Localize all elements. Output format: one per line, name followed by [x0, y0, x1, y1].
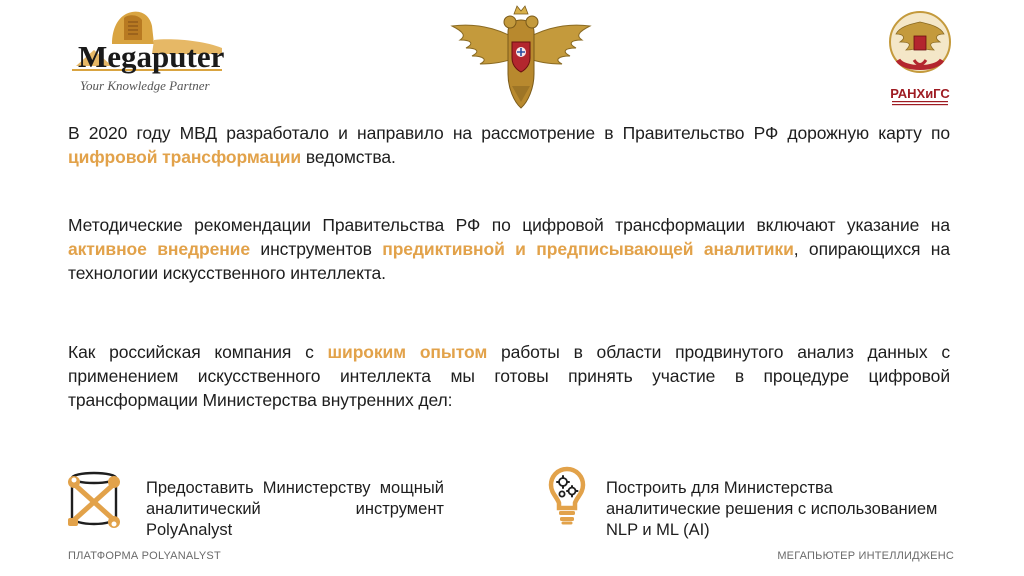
mvd-emblem: [446, 2, 596, 112]
ranepa-underline: [892, 101, 948, 102]
highlighted-phrase: предиктивной и предписывающей аналитики: [382, 239, 794, 259]
megaputer-tagline: Your Knowledge Partner: [80, 78, 210, 93]
paragraph-recommendations: [68, 213, 950, 285]
feature-polyanalyst-text: Предоставить Министерству мощный аналитический инструмент PolyAnalyst: [146, 479, 444, 539]
tools-icon: [66, 468, 122, 528]
footer-platform-label: ПЛАТФОРМА POLYANALYST: [68, 550, 221, 562]
megaputer-logo: [72, 4, 232, 100]
footer-company-label: МЕГАПЬЮТЕР ИНТЕЛЛИДЖЕНС: [777, 550, 954, 562]
ranepa-underline-2: [892, 104, 948, 105]
paragraph-text: ведомства.: [301, 147, 396, 167]
paragraph-company-experience: [68, 340, 950, 412]
paragraph-text: В 2020 году МВД разработало и направило на рассмотрение в Правительство РФ дорожную карту по: [68, 123, 950, 143]
highlighted-phrase: активное внедрение: [68, 239, 250, 259]
feature-nlp-ml-text: Построить для Министерства аналитические решения с использованием NLP и ML (AI): [606, 479, 938, 539]
megaputer-wordmark: Megaputer: [78, 39, 225, 74]
highlighted-phrase: цифровой трансформации: [68, 147, 302, 167]
lightbulb-gears-icon: [548, 466, 586, 526]
ranepa-crest-icon: [890, 12, 950, 72]
paragraph-roadmap: [68, 121, 950, 169]
highlighted-phrase: широким опытом: [327, 342, 488, 362]
double-headed-eagle-icon: [452, 6, 590, 108]
ranepa-logo: [884, 4, 956, 110]
paragraph-text: , опирающихся на технологии искусственного интеллекта.: [68, 239, 950, 283]
paragraph-text: Методические рекомендации Правительства РФ по цифровой трансформации включают указание на: [68, 215, 950, 235]
paragraph-text: работы в области продвинутого анализ данных с применением искусственного интеллекта мы готовы принять участие в процедуре цифровой трансформации Министерства внутренних дел:: [68, 342, 950, 410]
paragraph-text: инструментов: [249, 239, 383, 259]
ranepa-wordmark: РАНХиГС: [890, 86, 950, 101]
paragraph-text: Как российская компания с: [68, 342, 328, 362]
